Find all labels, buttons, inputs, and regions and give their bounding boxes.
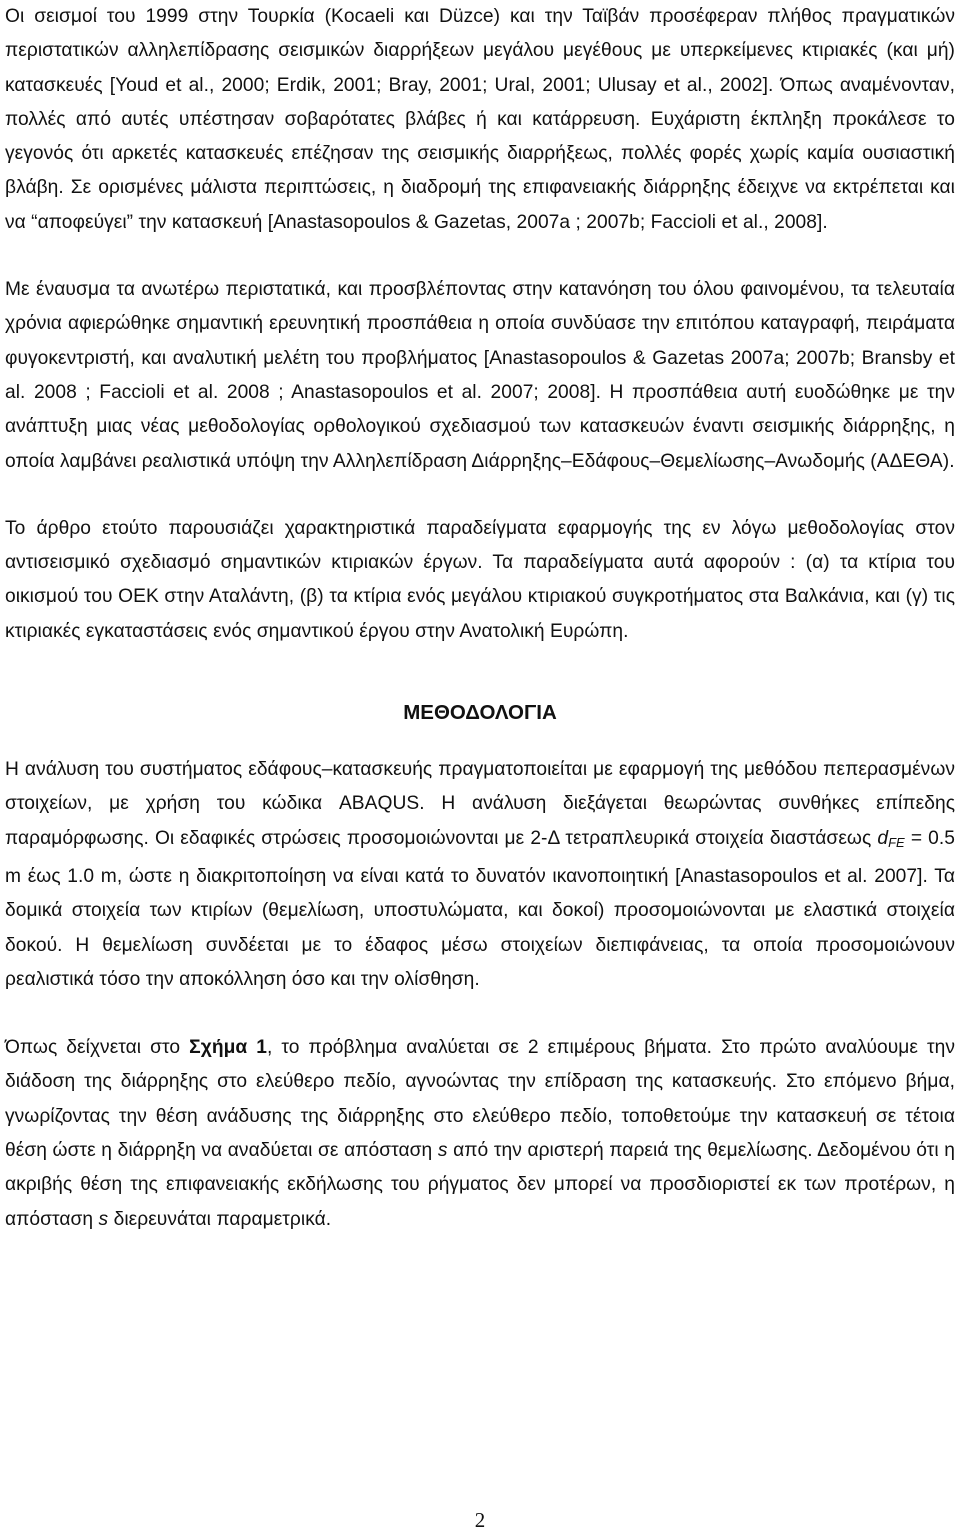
figure-reference: Σχήμα 1: [189, 1037, 267, 1059]
paragraph-text: , το πρόβλημα αναλύεται σε 2 επιμέρους βήματα. Στο πρώτο αναλύουμε την διάδοση της διάρρηξης στο ελεύθερο πεδίο, αγνοώντας την επίδραση της κατασκευής. Στο επόμενο βήμα, γνωρίζοντας την θέση ανάδυσης της διάρρηξης στο ελεύθερο πεδίο, τοποθετούμε την κατασκευή σε τέτοια θέση ώστε η διάρρηξη να αναδύεται σε απόσταση: [5, 1037, 955, 1162]
paragraph-analysis-method: [5, 753, 955, 997]
page-number: 2: [474, 1508, 486, 1532]
variable-s: s: [437, 1140, 448, 1162]
paragraph-research-effort: Με έναυσμα τα ανωτέρω περιστατικά, και προσβλέποντας στην κατανόηση του όλου φαινομένου, τα τελευταία χρόνια αφιερώθηκε σημαντική ερευνητική προσπάθεια η οποία συνδύασε την επιτόπου καταγραφή, πειράματα φυγοκεντριστή, και αναλυτική μελέτη του προβλήματος [Anastasopoulos & Gazetas 2007a; 2007b; Bransby et al. 2008 ; Faccioli et al. 2008 ; Anastasopoulos et al. 2007; 2008]. Η προσπάθεια αυτή ευοδώθηκε με την ανάπτυξη μιας νέας μεθοδολογίας ορθολογικού σχεδιασμού των κατασκευών έναντι σεισμικής διάρρηξης, η οποία λαμβάνει ρεαλιστικά υπόψη την Αλληλεπίδραση Διάρρηξης–Εδάφους–Θεμελίωσης–Ανωδομής (ΑΔΕΘΑ).: [5, 279, 955, 472]
paragraph-text: = 0.5 m έως 1.0 m, ώστε η διακριτοποίηση να είναι κατά το δυνατόν ικανοποιητική [Anastasopoulos et al. 2007]. Τα δομικά στοιχεία των κτιρίων (θεμελίωση, υποστυλώματα, και δοκοί) προσομοιώνονται με ελαστικά στοιχεία δοκού. Η θεμελίωση συνδέεται με το έδαφος μέσω στοιχείων διεπιφάνειας, τα οποία προσομοιώνουν ρεαλιστικά τόσο την αποκόλληση όσο και την ολίσθηση.: [5, 827, 956, 990]
paragraph-text: από την αριστερή παρειά της θεμελίωσης. Δεδομένου ότι η ακριβής θέση της επιφανειακής εκδήλωσης του ρήγματος δεν μπορεί να προσδιοριστεί εκ των προτέρων, η απόσταση: [5, 1140, 956, 1230]
subscript-fe: FE: [888, 834, 905, 850]
variable-s: s: [98, 1208, 109, 1230]
paragraph-analysis-steps: [5, 1031, 955, 1237]
variable-d: d: [877, 827, 889, 849]
document-page: [5, 0, 955, 1237]
paragraph-article-scope: Το άρθρο ετούτο παρουσιάζει χαρακτηριστικά παραδείγματα εφαρμογής της εν λόγω μεθοδολογίας στον αντισεισμικό σχεδιασμό σημαντικών κτιριακών έργων. Τα παραδείγματα αυτά αφορούν : (α) τα κτίρια του οικισμού του ΟΕΚ στην Αταλάντη, (β) τα κτίρια ενός μεγάλου κτιριακού συγκροτήματος στα Βαλκάνια, και (γ) τις κτιριακές εγκαταστάσεις ενός σημαντικού έργου στην Ανατολική Ευρώπη.: [5, 517, 955, 642]
paragraph-intro: Οι σεισμοί του 1999 στην Τουρκία (Kocaeli και Düzce) και την Ταϊβάν προσέφεραν πλήθος πραγματικών περιστατικών αλληλεπίδρασης σεισμικών διαρρήξεων μεγάλου μεγέθους με υπερκείμενες κτιριακές (και μή) κατασκευές [Youd et al., 2000; Erdik, 2001; Bray, 2001; Ural, 2001; Ulusay et al., 2002]. Όπως αναμένονταν, πολλές από αυτές υπέστησαν σοβαρότατες βλάβες ή και κατάρρευση. Ευχάριστη έκπληξη προκάλεσε το γεγονός ότι αρκετές κατασκευές επέζησαν της σεισμικής διαρρήξεως, πολλές φορές χωρίς καμία ουσιαστική βλάβη. Σε ορισμένες μάλιστα περιπτώσεις, η διαδρομή της επιφανειακής διάρρηξης έδειχνε να εκτρέπεται και να “αποφεύγει” την κατασκευή [Anastasopoulos & Gazetas, 2007a ; 2007b; Faccioli et al., 2008].: [5, 6, 955, 233]
paragraph-text: Όπως δείχνεται στο: [5, 1037, 190, 1059]
paragraph-text: Η ανάλυση του συστήματος εδάφους–κατασκευής πραγματοποιείται με εφαρμογή της μεθόδου πεπερασμένων στοιχείων, με χρήση του κώδικα ABAQUS. Η ανάλυση διεξάγεται θεωρώντας συνθήκες επίπεδης παραμόρφωσης. Οι εδαφικές στρώσεις προσομοιώνονται με 2-Δ τετραπλευρικά στοιχεία διαστάσεως: [5, 759, 955, 849]
section-heading-methodology: ΜΕΘΟΔΟΛΟΓΙΑ: [403, 701, 557, 725]
paragraph-text: διερευνάται παραμετρικά.: [108, 1208, 332, 1230]
